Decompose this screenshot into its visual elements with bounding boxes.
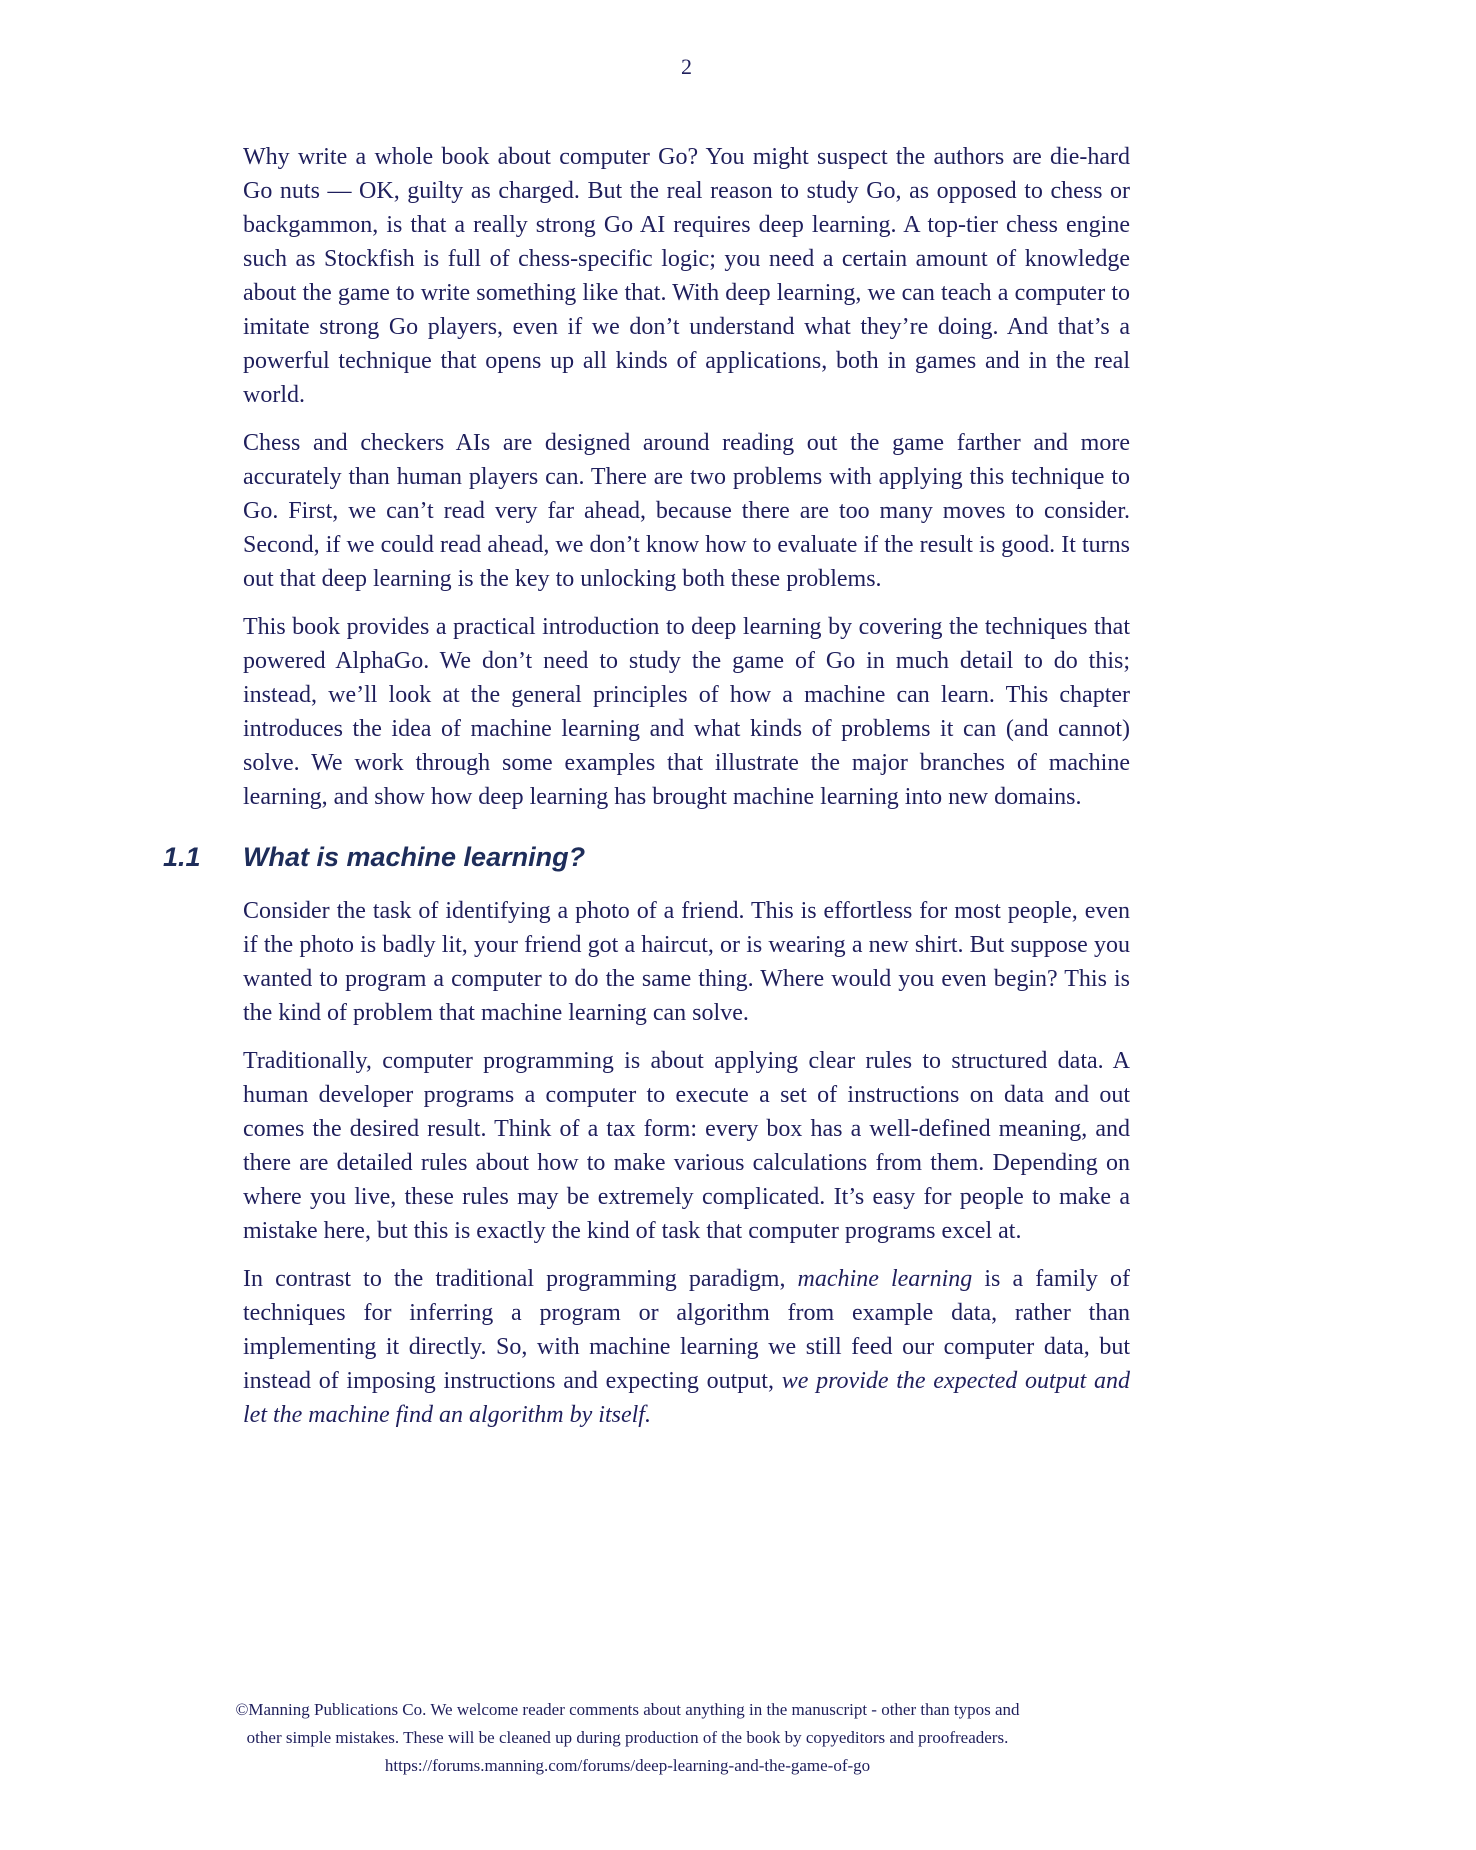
footer-line: ©Manning Publications Co. We welcome reader comments about anything in the manuscript - other than typos and (235, 1700, 1020, 1719)
body-copy (163, 140, 1131, 1432)
section-heading (163, 840, 1130, 874)
forum-link[interactable]: https://forums.manning.com/forums/deep-learning-and-the-game-of-go (384, 1756, 871, 1775)
page-number: 2 (681, 54, 692, 79)
body-paragraph: Consider the task of identifying a photo of a friend. This is effortless for most people, even if the photo is badly lit, your friend got a haircut, or is wearing a new shirt. But suppose you wanted to program a computer to do the same thing. Where would you even begin? This is the kind of problem that machine learning can solve. (243, 898, 1130, 1026)
emphasis-text: machine learning (797, 1266, 973, 1292)
footer-line: other simple mistakes. These will be cleaned up during production of the book by copyeditors and proofreaders. (246, 1728, 1009, 1747)
paragraph-text: is a family of techniques for inferring a program or algorithm from example data, rather than implementing it directly. So, with machine learning we still feed our computer data, but instead of imposing instructions and expecting output, (243, 1266, 1130, 1394)
body-paragraph: Traditionally, computer programming is about applying clear rules to structured data. A human developer programs a computer to execute a set of instructions on data and out comes the desired result. Think of a tax form: every box has a well-defined meaning, and there are detailed rules about how to make various calculations from them. Depending on where you live, these rules may be extremely complicated. It’s easy for people to make a mistake here, but this is exactly the kind of task that computer programs excel at. (243, 1048, 1130, 1244)
paragraph-text: In contrast to the traditional programming paradigm, (243, 1266, 798, 1292)
manuscript-footer (125, 1696, 1130, 1780)
body-paragraph: This book provides a practical introduction to deep learning by covering the techniques that powered AlphaGo. We don’t need to study the game of Go in much detail to do this; instead, we’ll look at the general principles of how a machine can learn. This chapter introduces the idea of machine learning and what kinds of problems it can (and cannot) solve. We work through some examples that illustrate the major branches of machine learning, and show how deep learning has brought machine learning into new domains. (243, 614, 1130, 810)
body-paragraph (243, 1262, 1130, 1432)
section-number: 1.1 (163, 842, 201, 872)
section-title: What is machine learning? (243, 842, 586, 872)
body-paragraph: Why write a whole book about computer Go? You might suspect the authors are die-hard Go nuts — OK, guilty as charged. But the real reason to study Go, as opposed to chess or backgammon, is that a really strong Go AI requires deep learning. A top-tier chess engine such as Stockfish is full of chess-specific logic; you need a certain amount of knowledge about the game to write something like that. With deep learning, we can teach a computer to imitate strong Go players, even if we don’t understand what they’re doing. And that’s a powerful technique that opens up all kinds of applications, both in games and in the real world. (243, 144, 1130, 408)
body-paragraph: Chess and checkers AIs are designed around reading out the game farther and more accurately than human players can. There are two problems with applying this technique to Go. First, we can’t read very far ahead, because there are too many moves to consider. Second, if we could read ahead, we don’t know how to evaluate if the result is good. It turns out that deep learning is the key to unlocking both these problems. (243, 430, 1130, 592)
emphasis-text: we provide the expected output and let the machine find an algorithm by itself. (243, 1368, 1131, 1428)
